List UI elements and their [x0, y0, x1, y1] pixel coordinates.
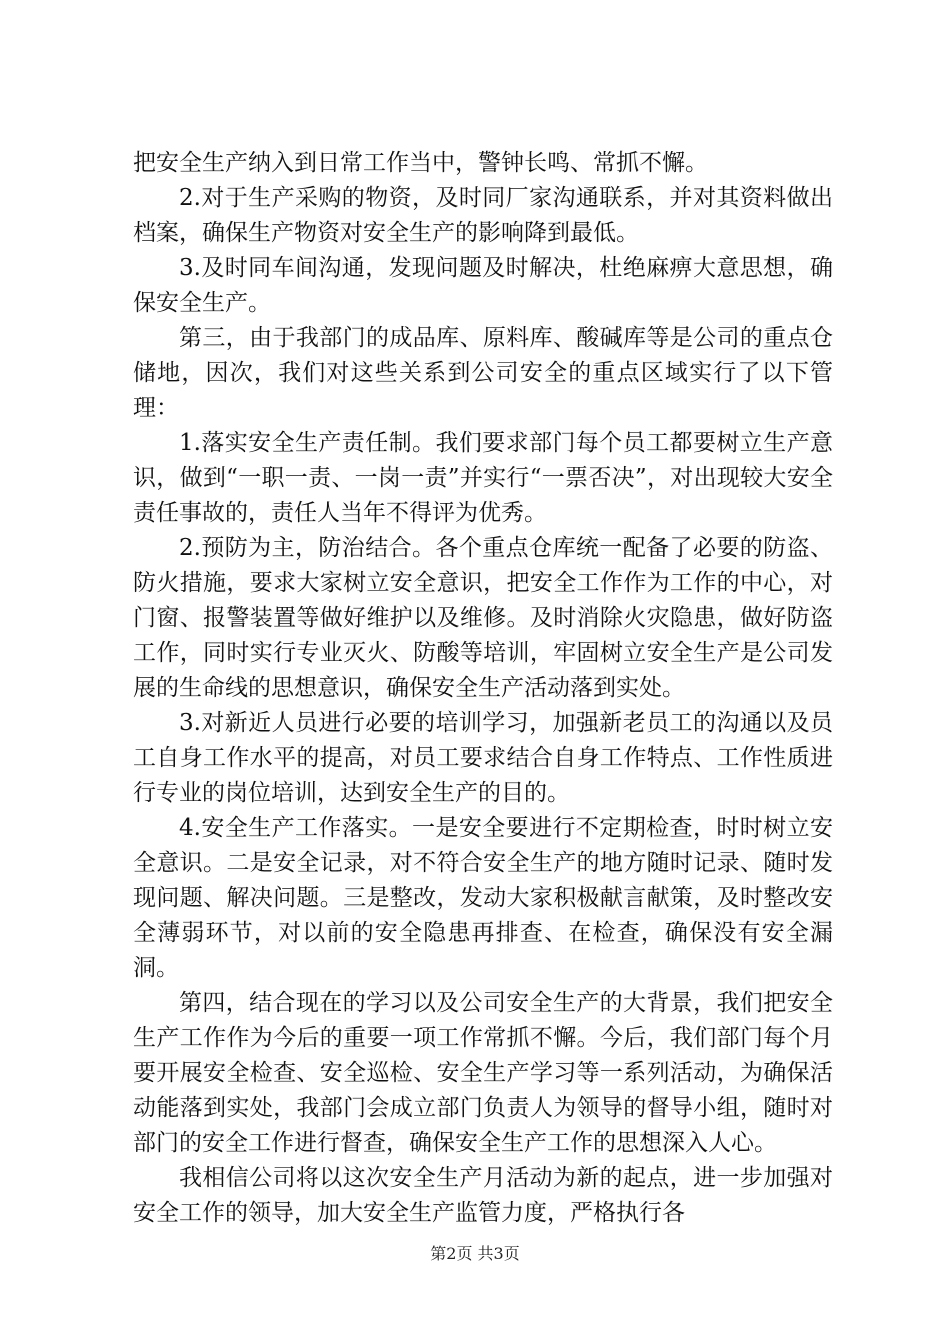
paragraph-3: 3.及时同车间沟通，发现问题及时解决，杜绝麻痹大意思想，确保安全生产。	[133, 255, 833, 316]
paragraph-10: 我相信公司将以这次安全生产月活动为新的起点，进一步加强对安全工作的领导，加大安全生产监管力度，严格执行各	[133, 1165, 833, 1226]
paragraph-6: 2.预防为主，防治结合。各个重点仓库统一配备了必要的防盗、防火措施，要求大家树立安全意识，把安全工作作为工作的中心，对门窗、报警装置等做好维护以及维修。及时消除火灾隐患，做好防盗工作，同时实行专业灭火、防酸等培训，牢固树立安全生产是公司发展的生命线的思想意识，确保安全生产活动落到实处。	[133, 535, 833, 701]
paragraph-4: 第三，由于我部门的成品库、原料库、酸碱库等是公司的重点仓储地，因次，我们对这些关系到公司安全的重点区域实行了以下管理：	[133, 325, 833, 421]
paragraph-1: 把安全生产纳入到日常工作当中，警钟长鸣、常抓不懈。	[133, 150, 708, 176]
page-footer	[0, 1241, 950, 1264]
page-number-label: 第2页 共3页	[430, 1244, 520, 1263]
paragraph-5: 1.落实安全生产责任制。我们要求部门每个员工都要树立生产意识，做到“一职一责、一岗一责”并实行“一票否决”，对出现较大安全责任事故的，责任人当年不得评为优秀。	[133, 430, 833, 526]
document-body	[133, 146, 833, 1231]
paragraph-7: 3.对新近人员进行必要的培训学习，加强新老员工的沟通以及员工自身工作水平的提高，对员工要求结合自身工作特点、工作性质进行专业的岗位培训，达到安全生产的目的。	[133, 710, 833, 806]
paragraph-9: 第四，结合现在的学习以及公司安全生产的大背景，我们把安全生产工作作为今后的重要一项工作常抓不懈。今后，我们部门每个月要开展安全检查、安全巡检、安全生产学习等一系列活动，为确保活动能落到实处，我部门会成立部门负责人为领导的督导小组，随时对部门的安全工作进行督查，确保安全生产工作的思想深入人心。	[133, 990, 833, 1156]
paragraph-8: 4.安全生产工作落实。一是安全要进行不定期检查，时时树立安全意识。二是安全记录，对不符合安全生产的地方随时记录、随时发现问题、解决问题。三是整改，发动大家积极献言献策，及时整改安全薄弱环节，对以前的安全隐患再排查、在检查，确保没有安全漏洞。	[133, 815, 833, 981]
paragraph-2: 2.对于生产采购的物资，及时同厂家沟通联系，并对其资料做出档案，确保生产物资对安全生产的影响降到最低。	[133, 185, 833, 246]
